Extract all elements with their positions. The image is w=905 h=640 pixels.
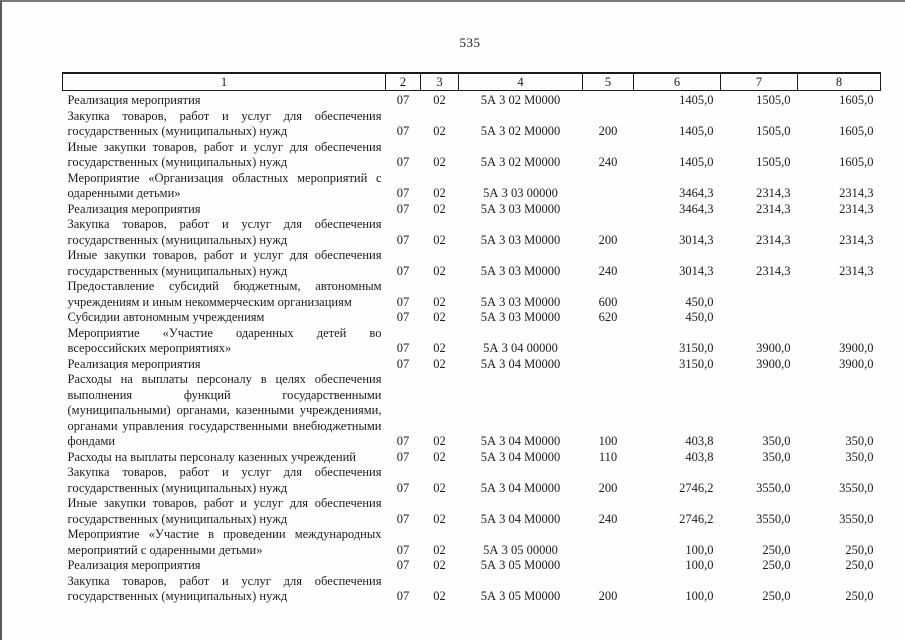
value-cell: 3014,3 [679,263,714,278]
value-cell: 2314,3 [839,186,874,200]
item-name-cell: Реализация мероприятия [67,356,201,371]
value-cell: 3014,3 [679,232,714,247]
page-number: 535 [459,35,481,50]
value-cell: 350,0 [762,434,791,448]
value-cell: 07 [396,201,410,216]
item-name-cell: Иные закупки товаров, работ и услуг для обеспечения государственных (муниципальных) нужд [67,248,382,278]
value-cell [583,527,634,558]
value-cell: 3464,3 [679,186,714,200]
value-cell: 2314,3 [839,201,874,216]
item-name-cell: Закупка товаров, работ и услуг для обеспечения государственных (муниципальных) нужд [67,465,382,495]
value-cell: 5А 3 03 М0000 [480,201,561,216]
value-cell: 07 [396,186,410,200]
value-cell: 5А 3 02 М0000 [480,124,561,138]
table-row [63,140,881,171]
value-cell: 3550,0 [756,511,791,526]
value-cell: 2746,2 [679,480,714,495]
value-cell: 200 [598,589,618,603]
column-header-2: 2 [386,73,421,91]
table-body [63,91,881,605]
value-cell: 02 [433,589,446,603]
value-cell [583,91,634,109]
value-cell: 3900,0 [756,341,791,355]
item-name-cell: Расходы на выплаты персоналу казенных учреждений [67,449,356,464]
value-cell: 3550,0 [839,480,874,495]
value-cell [721,279,798,310]
value-cell: 02 [433,294,446,309]
value-cell: 3464,3 [679,201,714,216]
value-cell [798,279,881,310]
value-cell: 250,0 [845,589,874,603]
value-cell: 5А 3 05 М0000 [480,589,561,603]
value-cell: 250,0 [762,589,791,603]
item-name-cell: Закупка товаров, работ и услуг для обеспечения государственных (муниципальных) нужд [67,217,382,247]
value-cell: 02 [433,124,446,138]
column-header-3: 3 [421,73,459,91]
item-name-cell: Иные закупки товаров, работ и услуг для обеспечения государственных (муниципальных) нужд [67,139,382,169]
value-cell [583,171,634,202]
column-header-1: 1 [63,73,386,91]
table-row [63,527,881,558]
value-cell: 2746,2 [679,511,714,526]
value-cell: 5А 3 02 М0000 [480,93,561,107]
table-row [63,202,881,218]
table-row [63,465,881,496]
value-cell: 02 [433,232,446,247]
value-cell: 250,0 [845,558,874,572]
value-cell: 02 [433,201,446,216]
value-cell: 07 [396,124,410,138]
value-cell: 02 [433,434,446,448]
value-cell: 3900,0 [756,356,791,371]
budget-table [62,72,881,605]
value-cell: 07 [396,310,410,324]
table-row [63,109,881,140]
value-cell: 5А 3 04 М0000 [480,356,561,371]
value-cell: 600 [598,294,618,309]
table-header [63,73,881,91]
item-name-cell: Закупка товаров, работ и услуг для обеспечения государственных (муниципальных) нужд [67,573,382,603]
value-cell: 02 [433,356,446,371]
value-cell: 3900,0 [839,341,874,355]
value-cell [583,202,634,218]
value-cell [583,326,634,357]
table-row [63,372,881,450]
value-cell: 07 [396,558,410,572]
value-cell: 2314,3 [756,232,791,247]
value-cell: 1605,0 [839,93,874,107]
value-cell: 07 [396,589,410,603]
value-cell: 100,0 [685,558,714,572]
value-cell: 620 [598,310,618,324]
value-cell: 07 [396,341,410,355]
table-header-row [63,73,881,91]
table-row [63,326,881,357]
value-cell: 240 [598,511,618,526]
item-name-cell: Закупка товаров, работ и услуг для обеспечения государственных (муниципальных) нужд [67,108,382,138]
value-cell [798,310,881,326]
value-cell: 5А 3 03 М0000 [480,294,561,309]
value-cell: 07 [396,480,410,495]
value-cell: 02 [433,93,446,107]
value-cell: 1605,0 [839,124,874,138]
value-cell: 5А 3 03 М0000 [480,232,561,247]
value-cell: 07 [396,449,410,464]
value-cell: 07 [396,434,410,448]
item-name-cell: Реализация мероприятия [67,558,201,572]
column-header-4: 4 [459,73,583,91]
item-name-cell: Мероприятие «Организация областных мероприятий с одаренными детьми» [67,170,382,200]
value-cell: 02 [433,449,446,464]
value-cell: 1405,0 [679,93,714,107]
value-cell: 100,0 [685,589,714,603]
value-cell: 2314,3 [839,263,874,278]
value-cell: 350,0 [845,434,874,448]
value-cell: 1605,0 [839,155,874,169]
value-cell: 240 [598,263,618,278]
value-cell: 250,0 [762,542,791,557]
table-row [63,357,881,373]
value-cell: 07 [396,294,410,309]
value-cell: 07 [396,155,410,169]
document-page [2,2,905,640]
value-cell: 1505,0 [756,155,791,169]
value-cell: 2314,3 [756,263,791,278]
value-cell: 07 [396,263,410,278]
value-cell: 250,0 [762,558,791,572]
value-cell: 5А 3 04 М0000 [480,449,561,464]
value-cell: 02 [433,155,446,169]
value-cell: 450,0 [685,310,714,324]
value-cell: 200 [598,480,618,495]
item-name-cell: Субсидии автономным учреждениям [67,310,265,324]
table-row [63,310,881,326]
item-name-cell: Иные закупки товаров, работ и услуг для обеспечения государственных (муниципальных) нужд [67,496,382,526]
table-row [63,496,881,527]
column-header-7: 7 [721,73,798,91]
value-cell [721,310,798,326]
value-cell: 5А 3 04 М0000 [480,434,561,448]
column-header-5: 5 [583,73,634,91]
value-cell [583,558,634,574]
value-cell: 5А 3 04 00000 [483,341,558,355]
value-cell: 02 [433,480,446,495]
item-name-cell: Расходы на выплаты персоналу в целях обеспечения выполнения функций государственными (муниципальными) органами, казенными учреждениями, органами управления государственными внебюджетными фондами [67,372,382,448]
value-cell: 5А 3 03 М0000 [480,310,561,324]
table-row [63,450,881,466]
item-name-cell: Реализация мероприятия [67,201,201,216]
table-row [63,91,881,109]
column-header-6: 6 [634,73,721,91]
value-cell: 350,0 [762,449,791,464]
value-cell: 200 [598,232,618,247]
value-cell: 3150,0 [679,341,714,355]
item-name-cell: Реализация мероприятия [67,93,201,107]
value-cell: 110 [598,449,618,464]
value-cell: 1405,0 [679,124,714,138]
value-cell: 02 [433,186,446,200]
value-cell: 3900,0 [839,356,874,371]
value-cell: 350,0 [845,449,874,464]
item-name-cell: Предоставление субсидий бюджетным, автономным учреждениям и иным некоммерческим организациям [67,279,382,309]
value-cell: 2314,3 [756,201,791,216]
value-cell: 2314,3 [839,232,874,247]
value-cell: 07 [396,542,410,557]
item-name-cell: Мероприятие «Участие в проведении международных мероприятий с одаренными детьми» [67,527,382,557]
value-cell: 5А 3 02 М0000 [480,155,561,169]
value-cell: 200 [598,124,618,138]
table-row [63,574,881,605]
value-cell: 5А 3 04 М0000 [480,480,561,495]
value-cell: 450,0 [685,294,714,309]
value-cell: 02 [433,511,446,526]
value-cell: 403,8 [685,434,714,448]
value-cell: 02 [433,542,446,557]
value-cell: 3550,0 [839,511,874,526]
value-cell: 3550,0 [756,480,791,495]
value-cell: 1505,0 [756,124,791,138]
column-header-8: 8 [798,73,881,91]
value-cell: 5А 3 03 00000 [483,186,558,200]
table-row [63,558,881,574]
value-cell: 07 [396,93,410,107]
value-cell: 5А 3 05 М0000 [480,558,561,572]
value-cell: 100 [598,434,618,448]
table-row [63,279,881,310]
value-cell: 1405,0 [679,155,714,169]
value-cell: 07 [396,511,410,526]
item-name-cell: Мероприятие «Участие одаренных детей во всероссийских мероприятиях» [67,325,382,355]
value-cell: 403,8 [685,449,714,464]
value-cell: 2314,3 [756,186,791,200]
value-cell: 02 [433,310,446,324]
table-row [63,248,881,279]
value-cell: 5А 3 03 М0000 [480,263,561,278]
value-cell [583,357,634,373]
value-cell: 100,0 [685,542,714,557]
value-cell: 07 [396,232,410,247]
value-cell: 02 [433,558,446,572]
table-row [63,171,881,202]
table-row [63,217,881,248]
value-cell: 1505,0 [756,93,791,107]
value-cell: 5А 3 04 М0000 [480,511,561,526]
value-cell: 02 [433,263,446,278]
value-cell: 3150,0 [679,356,714,371]
value-cell: 07 [396,356,410,371]
value-cell: 240 [598,155,618,169]
value-cell: 5А 3 05 00000 [483,542,558,557]
value-cell: 02 [433,341,446,355]
value-cell: 250,0 [845,542,874,557]
